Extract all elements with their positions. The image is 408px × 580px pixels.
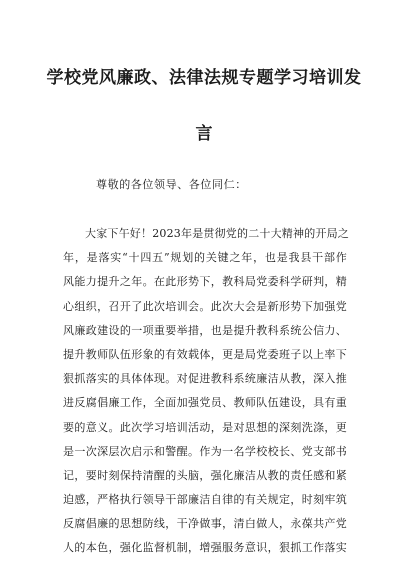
body-line: 进反腐倡廉工作，全面加强党员、教师队伍建设，具有重 — [63, 396, 347, 410]
body-line: 迫感，严格执行领导干部廉洁自律的有关规定，时刻牢筑 — [63, 493, 347, 507]
body-line: 人的本色，强化监督机制，增强服务意识，狠抓工作落实 — [63, 541, 347, 555]
document-title-continuation: 言 — [195, 124, 213, 144]
body-line: 反腐倡廉的思想防线，干净做事，清白做人，永葆共产党 — [63, 517, 347, 531]
body-line: 风能力提升之年。在此形势下，教科局党委科学研判，精 — [63, 275, 347, 289]
document-title: 学校党风廉政、法律法规专题学习培训发 — [46, 68, 362, 88]
body-line: 风廉政建设的一项重要举措，也是提升教科系统公信力、 — [63, 323, 347, 337]
body-line: 要的意义。此次学习培训活动，是对思想的深刻洗涤，更 — [63, 420, 347, 434]
salutation: 尊敬的各位领导、各位同仁： — [96, 178, 247, 191]
body-paragraph — [63, 222, 347, 561]
body-line: 是一次深层次启示和警醒。作为一名学校校长、党支部书 — [63, 444, 347, 458]
body-line: 记，要时刻保持清醒的头脑，强化廉洁从教的责任感和紧 — [63, 468, 347, 482]
body-line: 大家下午好！2023年是贯彻党的二十大精神的开局之 — [85, 227, 349, 240]
body-line: 狠抓落实的具体体现。对促进教科系统廉洁从教，深入推 — [63, 372, 347, 386]
body-line: 提升教师队伍形象的有效载体，更是局党委班子以上率下 — [63, 347, 347, 361]
body-line: 心组织，召开了此次培训会。此次大会是新形势下加强党 — [63, 299, 347, 313]
body-line: 年，是落实“十四五”规划的关键之年，也是我县干部作 — [63, 251, 347, 265]
